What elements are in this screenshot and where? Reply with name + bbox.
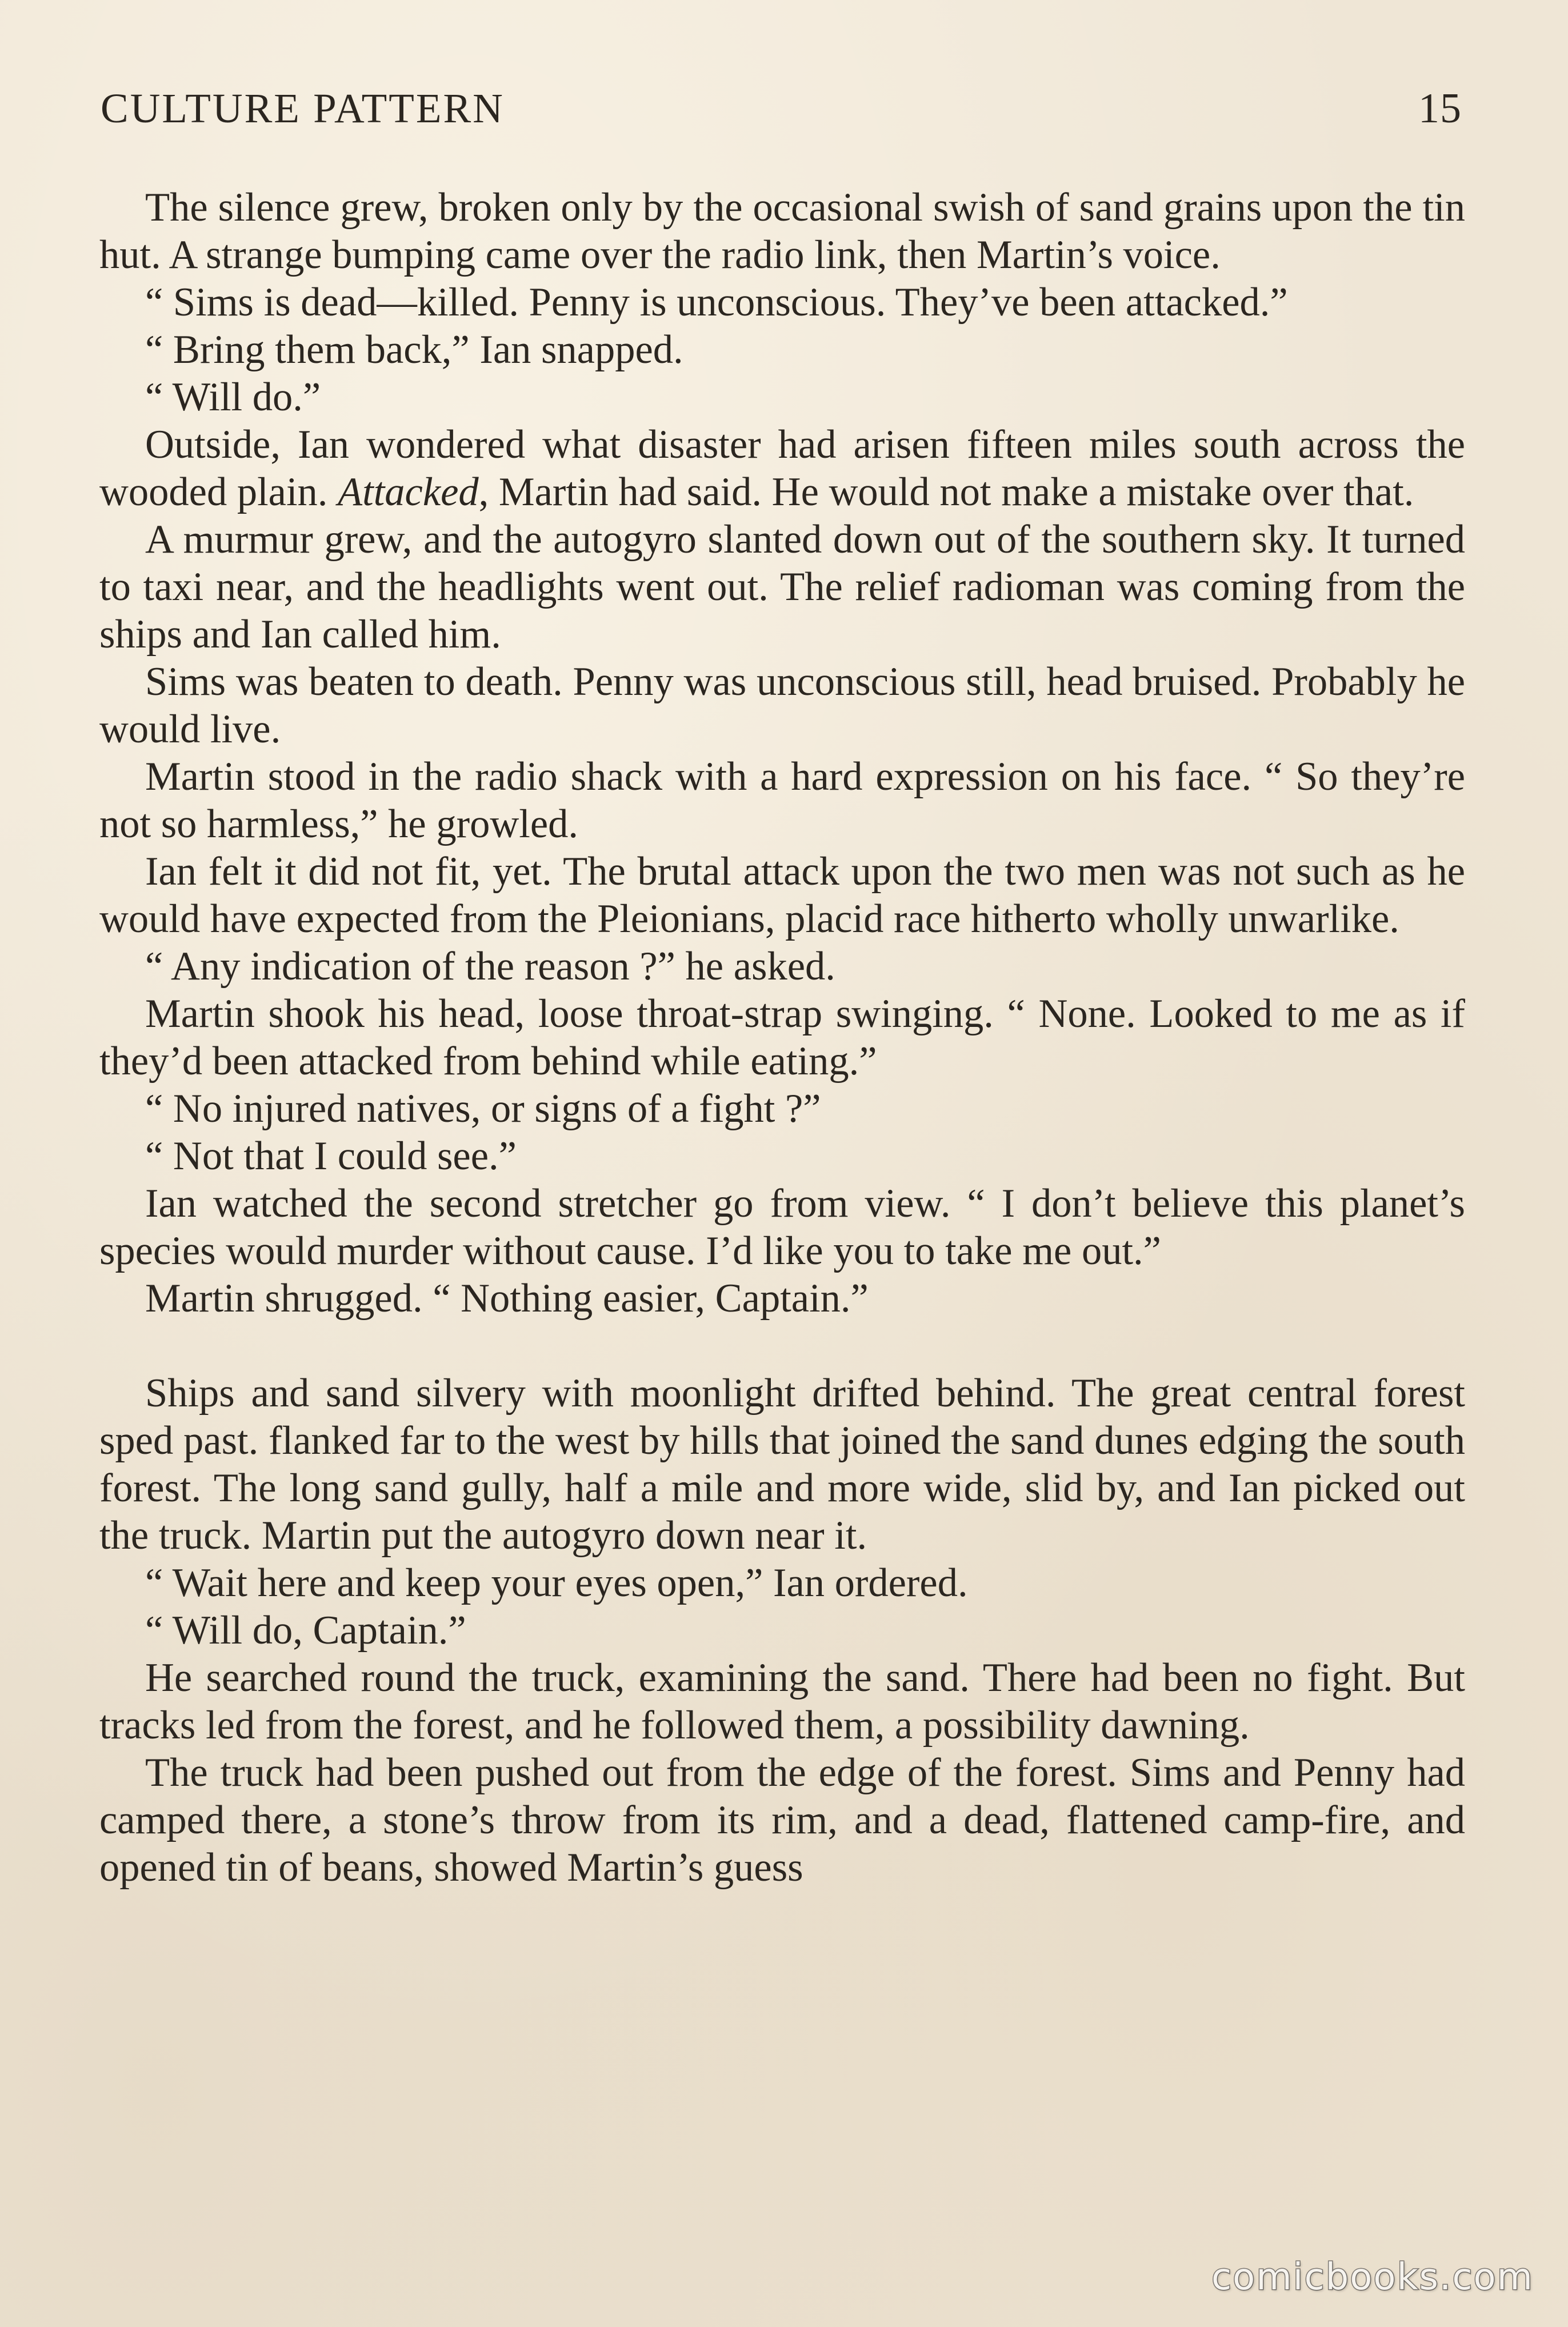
- paragraph: The truck had been pushed out from the edge of the forest. Sims and Penny had camped there, a stone’s throw from its rim, and a dead, flattened camp-fire, and opened tin of beans, showed Martin’s guess: [99, 1750, 1465, 1890]
- paragraph: The silence grew, broken only by the occasional swish of sand grains upon the tin hut. A strange bumping came over the radio link, then Martin’s voice.: [99, 185, 1465, 277]
- section-break: [99, 1322, 1465, 1370]
- running-title: CULTURE PATTERN: [101, 85, 505, 131]
- paragraph: “ Will do, Captain.”: [145, 1608, 466, 1653]
- paragraph: [99, 421, 1465, 516]
- paragraph: “ Will do.”: [145, 375, 321, 419]
- emphasized-word: Attacked: [338, 470, 479, 514]
- paragraph: Sims was beaten to death. Penny was unconscious still, head bruised. Probably he would live.: [99, 659, 1465, 751]
- paragraph: Martin stood in the radio shack with a hard expression on his face. “ So they’re not so harmless,” he growled.: [99, 754, 1465, 846]
- paragraph: “ Wait here and keep your eyes open,” Ian ordered.: [145, 1561, 968, 1605]
- paragraph-text: Outside, Ian wondered what disaster had arisen fifteen miles south across the wooded plain.: [99, 422, 1465, 514]
- paragraph: He searched round the truck, examining the sand. There had been no fight. But tracks led from the forest, and he followed them, a possibility dawning.: [99, 1656, 1465, 1748]
- paragraph: Ships and sand silvery with moonlight drifted behind. The great central forest sped past. flanked far to the west by hills that joined the sand dunes edging the south forest. The long sand gully, half a mile and more wide, slid by, and Ian picked out the truck. Martin put the autogyro down near it.: [99, 1371, 1465, 1558]
- paragraph: Ian watched the second stretcher go from view. “ I don’t believe this planet’s species would murder without cause. I’d like you to take me out.”: [99, 1181, 1465, 1273]
- paragraph: Ian felt it did not fit, yet. The brutal attack upon the two men was not such as he would have expected from the Pleionians, placid race hitherto wholly unwarlike.: [99, 849, 1465, 941]
- body-text: [99, 184, 1465, 1892]
- page-number: 15: [1418, 85, 1462, 132]
- paragraph: “ Sims is dead—killed. Penny is unconscious. They’ve been attacked.”: [145, 280, 1288, 325]
- paragraph: “ Bring them back,” Ian snapped.: [145, 327, 683, 372]
- paragraph: “ Not that I could see.”: [145, 1134, 517, 1178]
- paragraph: Martin shook his head, loose throat-strap swinging. “ None. Looked to me as if they’d been attacked from behind while eating.”: [99, 991, 1465, 1083]
- paragraph-text: , Martin had said. He would not make a mistake over that.: [478, 470, 1414, 514]
- paragraph: Martin shrugged. “ Nothing easier, Captain.”: [145, 1276, 869, 1321]
- paragraph: A murmur grew, and the autogyro slanted down out of the southern sky. It turned to taxi near, and the headlights went out. The relief radioman was coming from the ships and Ian called him.: [99, 517, 1465, 657]
- paragraph: “ Any indication of the reason ?” he asked.: [145, 944, 835, 989]
- page-header: [101, 85, 1462, 147]
- watermark: comicbooks.com: [1211, 2256, 1534, 2298]
- paragraph: “ No injured natives, or signs of a fight ?”: [145, 1086, 821, 1131]
